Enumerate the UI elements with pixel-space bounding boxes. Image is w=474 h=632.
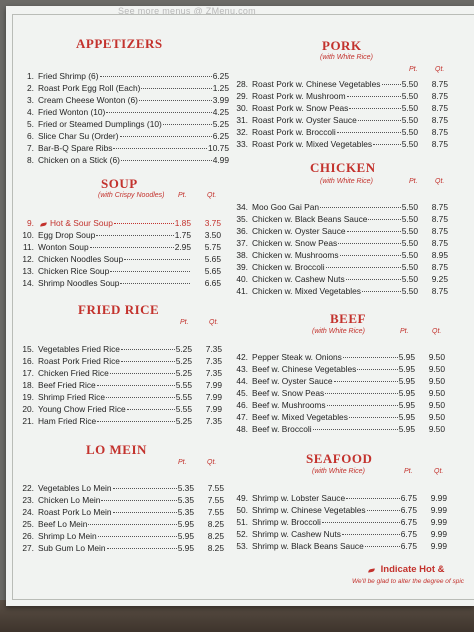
item-price-quart: 8.75 <box>431 238 448 248</box>
item-name: Chicken w. Mushrooms <box>252 250 339 260</box>
item-price-pint: 5.50 <box>401 115 418 125</box>
item-name: Fried Wonton (10) <box>38 107 106 117</box>
item-price-quart: 7.35 <box>205 344 222 354</box>
item-price: 4.25 <box>212 107 229 117</box>
menu-item: 21. Ham Fried Rice 5.25 7.35 <box>22 416 222 426</box>
item-name: Shrimp Noodles Soup <box>38 278 120 288</box>
menu-item: 19. Shrimp Fried Rice 5.55 7.99 <box>22 392 222 402</box>
menu-item: 17. Chicken Fried Rice 5.25 7.35 <box>22 368 222 378</box>
item-name: Shrimp w. Black Beans Sauce <box>252 541 364 551</box>
column-header-quart: Qt. <box>207 459 217 466</box>
menu-item: 2. Roast Pork Egg Roll (Each) 1.25 <box>27 83 229 93</box>
item-name: Chicken Fried Rice <box>38 368 109 378</box>
column-header-quart: Qt. <box>209 319 219 326</box>
column-header-pint: Pt. <box>178 459 187 466</box>
item-name: Chicken w. Oyster Sauce <box>252 226 346 236</box>
item-price-quart: 9.50 <box>428 388 445 398</box>
column-header-pint: Pt. <box>409 178 418 185</box>
item-price-pint: 5.55 <box>175 404 192 414</box>
item-price-pint: 5.35 <box>177 495 194 505</box>
item-price-quart: 8.75 <box>431 214 448 224</box>
menu-item: 49. Shrimp w. Lobster Sauce 6.75 9.99 <box>236 493 447 503</box>
section-title-lo-mein: LO MEIN <box>86 442 147 457</box>
item-price-quart: 8.75 <box>431 127 448 137</box>
column-header-quart: Qt. <box>434 468 444 475</box>
menu-item: 47. Beef w. Mixed Vegetables 5.95 9.50 <box>236 412 445 422</box>
item-price-pint: 5.95 <box>398 364 415 374</box>
item-price-pint: 1.85 <box>174 218 191 228</box>
menu-item: 14. Shrimp Noodles Soup 6.65 <box>22 278 221 288</box>
item-price-pint: 5.95 <box>398 376 415 386</box>
item-name: Beef Lo Mein <box>38 519 88 529</box>
section-title-chicken: CHICKEN <box>310 160 376 175</box>
item-price-pint: 1.75 <box>174 230 191 240</box>
section-subtitle-seafood: (with White Rice) <box>312 468 365 475</box>
item-name: Wonton Soup <box>38 242 89 252</box>
item-price-quart: 7.55 <box>207 495 224 505</box>
menu-item: 45. Beef w. Snow Peas 5.95 9.50 <box>236 388 445 398</box>
item-name: Beef w. Broccoli <box>252 424 312 434</box>
section-title-fried-rice: FRIED RICE <box>78 302 160 317</box>
item-price-pint: 5.50 <box>401 202 418 212</box>
menu-item: 24. Roast Pork Lo Mein 5.35 7.55 <box>22 507 224 517</box>
menu-item: 30. Roast Pork w. Snow Peas 5.50 8.75 <box>236 103 448 113</box>
item-price-pint: 5.95 <box>398 412 415 422</box>
menu-item: 23. Chicken Lo Mein 5.35 7.55 <box>22 495 224 505</box>
menu-item-hot: 9. Hot & Sour Soup 1.85 3.75 <box>27 218 221 228</box>
item-price-pint: 5.50 <box>401 91 418 101</box>
item-price-quart: 8.75 <box>431 79 448 89</box>
menu-item: 46. Beef w. Mushrooms 5.95 9.50 <box>236 400 445 410</box>
menu-item: 6. Slice Char Su (Order) 6.25 <box>27 131 229 141</box>
hot-pepper-icon <box>368 568 375 572</box>
section-title-pork: PORK <box>322 38 362 53</box>
item-price-quart: 7.35 <box>205 368 222 378</box>
item-price-quart: 9.25 <box>431 274 448 284</box>
item-name: Beef Fried Rice <box>38 380 96 390</box>
menu-item: 39. Chicken w. Broccoli 5.50 8.75 <box>236 262 448 272</box>
section-title-soup: SOUP <box>101 176 138 191</box>
item-price-quart: 3.50 <box>204 230 221 240</box>
item-name: Beef w. Chinese Vegetables <box>252 364 357 374</box>
item-name: Beef w. Mushrooms <box>252 400 326 410</box>
item-price-pint: 5.35 <box>177 483 194 493</box>
item-name: Chicken Rice Soup <box>38 266 110 276</box>
item-name: Pepper Steak w. Onions <box>252 352 342 362</box>
item-price-pint: 6.75 <box>400 493 417 503</box>
item-name: Roast Pork Egg Roll (Each) <box>38 83 141 93</box>
item-name: Ham Fried Rice <box>38 416 97 426</box>
menu-item: 3. Cream Cheese Wonton (6) 3.99 <box>27 95 229 105</box>
item-price-pint: 5.50 <box>401 238 418 248</box>
item-name: Chicken w. Broccoli <box>252 262 325 272</box>
item-price-quart: 8.75 <box>431 103 448 113</box>
item-price-quart: 7.55 <box>207 507 224 517</box>
item-price-quart: 9.50 <box>428 412 445 422</box>
item-price-pint: 5.25 <box>175 344 192 354</box>
item-price-pint: 5.95 <box>177 519 194 529</box>
item-price-quart: 7.35 <box>205 416 222 426</box>
item-name: Cream Cheese Wonton (6) <box>38 95 138 105</box>
item-price-pint: 2.95 <box>174 242 191 252</box>
item-name: Roast Pork w. Chinese Vegetables <box>252 79 381 89</box>
section-title-seafood: SEAFOOD <box>306 451 373 466</box>
section-subtitle-chicken: (with White Rice) <box>320 178 373 185</box>
item-name: Shrimp Lo Mein <box>38 531 97 541</box>
item-price-quart: 8.75 <box>431 226 448 236</box>
menu-item: 52. Shrimp w. Cashew Nuts 6.75 9.99 <box>236 529 447 539</box>
item-name: Fried or Steamed Dumplings (10) <box>38 119 162 129</box>
item-price-pint: 5.25 <box>175 416 192 426</box>
item-price-pint: 5.50 <box>401 103 418 113</box>
item-name: Vegetables Fried Rice <box>38 344 120 354</box>
item-price-pint: 6.75 <box>400 517 417 527</box>
spice-note: We'll be glad to alter the degree of spic <box>352 578 465 585</box>
item-price: 3.99 <box>212 95 229 105</box>
item-name: Chicken w. Cashew Nuts <box>252 274 345 284</box>
item-price-quart: 9.99 <box>430 505 447 515</box>
item-price-quart: 8.75 <box>431 262 448 272</box>
item-price: 10.75 <box>208 143 229 153</box>
item-name: Shrimp w. Chinese Vegetables <box>252 505 366 515</box>
menu-item: 33. Roast Pork w. Mixed Vegetables 5.50 8.75 <box>236 139 448 149</box>
item-price-pint: 5.95 <box>398 424 415 434</box>
item-name: Roast Pork w. Mixed Vegetables <box>252 139 373 149</box>
column-header-pint: Pt. <box>409 66 418 73</box>
item-price-pint: 5.50 <box>401 262 418 272</box>
item-price-quart: 8.75 <box>431 286 448 296</box>
section-title-appetizers: APPETIZERS <box>76 36 163 51</box>
section-subtitle-soup: (with Crispy Noodles) <box>98 192 165 199</box>
column-header-quart: Qt. <box>207 192 217 199</box>
column-header-quart: Qt. <box>435 66 445 73</box>
menu-item: 48. Beef w. Broccoli 5.95 9.50 <box>236 424 445 434</box>
column-header-quart: Qt. <box>432 328 442 335</box>
item-name: Chicken Noodles Soup <box>38 254 124 264</box>
menu-item: 43. Beef w. Chinese Vegetables 5.95 9.50 <box>236 364 445 374</box>
item-name: Roast Pork Lo Mein <box>38 507 112 517</box>
menu-item: 28. Roast Pork w. Chinese Vegetables 5.50 8.75 <box>236 79 448 89</box>
menu-item: 50. Shrimp w. Chinese Vegetables 6.75 9.99 <box>236 505 447 515</box>
menu-item: 5. Fried or Steamed Dumplings (10) 5.25 <box>27 119 229 129</box>
item-price-quart: 9.50 <box>428 352 445 362</box>
menu-item: 36. Chicken w. Oyster Sauce 5.50 8.75 <box>236 226 448 236</box>
menu-item: 10. Egg Drop Soup 1.75 3.50 <box>22 230 221 240</box>
menu-item: 11. Wonton Soup 2.95 5.75 <box>22 242 221 252</box>
column-header-pint: Pt. <box>404 468 413 475</box>
menu-item: 53. Shrimp w. Black Beans Sauce 6.75 9.99 <box>236 541 447 551</box>
column-header-pint: Pt. <box>180 319 189 326</box>
item-price-pint: 5.50 <box>401 226 418 236</box>
menu-item: 13. Chicken Rice Soup 5.65 <box>22 266 221 276</box>
item-price-pint: 5.50 <box>401 127 418 137</box>
menu-item: 26. Shrimp Lo Mein 5.95 8.25 <box>22 531 224 541</box>
item-price-pint: 6.75 <box>400 529 417 539</box>
item-price-quart: 9.50 <box>428 424 445 434</box>
item-price-quart: 8.75 <box>431 139 448 149</box>
item-price-quart: 9.50 <box>428 376 445 386</box>
item-name: Sub Gum Lo Mein <box>38 543 106 553</box>
item-price-pint: 6.75 <box>400 541 417 551</box>
item-price-quart: 9.99 <box>430 541 447 551</box>
item-price-quart: 9.50 <box>428 400 445 410</box>
item-name: Shrimp w. Cashew Nuts <box>252 529 341 539</box>
item-name: Vegetables Lo Mein <box>38 483 112 493</box>
menu-item: 34. Moo Goo Gai Pan 5.50 8.75 <box>236 202 448 212</box>
menu-item: 8. Chicken on a Stick (6) 4.99 <box>27 155 229 165</box>
column-header-quart: Qt. <box>435 178 445 185</box>
item-price-quart: 8.25 <box>207 543 224 553</box>
menu-item: 38. Chicken w. Mushrooms 5.50 8.95 <box>236 250 448 260</box>
item-name: Roast Pork w. Oyster Sauce <box>252 115 357 125</box>
menu-item: 51. Shrimp w. Broccoli 6.75 9.99 <box>236 517 447 527</box>
item-name: Roast Pork w. Mushroom <box>252 91 346 101</box>
menu-item: 20. Young Chow Fried Rice 5.55 7.99 <box>22 404 222 414</box>
item-price-quart: 5.65 <box>204 254 221 264</box>
item-price-pint: 5.95 <box>177 531 194 541</box>
item-price: 6.25 <box>212 131 229 141</box>
column-header-pint: Pt. <box>400 328 409 335</box>
item-price: 6.25 <box>212 71 229 81</box>
menu-item: 1. Fried Shrimp (6) 6.25 <box>27 71 229 81</box>
item-price-quart: 9.99 <box>430 493 447 503</box>
menu-item: 31. Roast Pork w. Oyster Sauce 5.50 8.75 <box>236 115 448 125</box>
item-name: Chicken w. Mixed Vegetables <box>252 286 361 296</box>
item-price-pint: 5.50 <box>401 139 418 149</box>
menu-item: 29. Roast Pork w. Mushroom 5.50 8.75 <box>236 91 448 101</box>
menu-item: 27. Sub Gum Lo Mein 5.95 8.25 <box>22 543 224 553</box>
item-price-pint: 5.50 <box>401 250 418 260</box>
section-title-beef: BEEF <box>330 311 366 326</box>
menu-item: 12. Chicken Noodles Soup 5.65 <box>22 254 221 264</box>
menu-item: 40. Chicken w. Cashew Nuts 5.50 9.25 <box>236 274 448 284</box>
item-name: Slice Char Su (Order) <box>38 131 119 141</box>
item-price-quart: 8.25 <box>207 519 224 529</box>
item-price-pint: 5.55 <box>175 392 192 402</box>
item-name: Hot & Sour Soup <box>50 218 113 228</box>
item-price-pint: 5.95 <box>398 388 415 398</box>
item-name: Roast Pork Fried Rice <box>38 356 120 366</box>
item-name: Roast Pork w. Broccoli <box>252 127 336 137</box>
item-price-quart: 7.99 <box>205 404 222 414</box>
item-price-quart: 8.75 <box>431 115 448 125</box>
item-price-quart: 9.50 <box>428 364 445 374</box>
item-price-quart: 5.65 <box>204 266 221 276</box>
item-name: Chicken w. Black Beans Sauce <box>252 214 368 224</box>
hot-pepper-icon <box>40 222 47 226</box>
section-subtitle-pork: (with White Rice) <box>320 54 373 61</box>
item-price-quart: 9.99 <box>430 517 447 527</box>
hot-legend: Indicate Hot & <box>366 564 445 575</box>
menu-item: 44. Beef w. Oyster Sauce 5.95 9.50 <box>236 376 445 386</box>
item-name: Shrimp w. Lobster Sauce <box>252 493 346 503</box>
menu-item: 32. Roast Pork w. Broccoli 5.50 8.75 <box>236 127 448 137</box>
item-price-quart: 8.25 <box>207 531 224 541</box>
item-price-quart: 3.75 <box>204 218 221 228</box>
item-name: Beef w. Oyster Sauce <box>252 376 333 386</box>
item-price-pint: 5.95 <box>398 352 415 362</box>
column-header-pint: Pt. <box>178 192 187 199</box>
item-price-quart: 7.99 <box>205 392 222 402</box>
item-name: Moo Goo Gai Pan <box>252 202 320 212</box>
item-price: 4.99 <box>212 155 229 165</box>
item-name: Chicken Lo Mein <box>38 495 101 505</box>
item-price-pint: 5.50 <box>401 214 418 224</box>
item-name: Young Chow Fried Rice <box>38 404 126 414</box>
item-name: Beef w. Snow Peas <box>252 388 325 398</box>
item-price-quart: 8.75 <box>431 91 448 101</box>
menu-item: 15. Vegetables Fried Rice 5.25 7.35 <box>22 344 222 354</box>
item-price: 5.25 <box>212 119 229 129</box>
item-price-pint: 5.95 <box>177 543 194 553</box>
item-name: Fried Shrimp (6) <box>38 71 99 81</box>
item-name: Chicken on a Stick (6) <box>38 155 120 165</box>
item-name: Roast Pork w. Snow Peas <box>252 103 349 113</box>
item-name: Shrimp w. Broccoli <box>252 517 321 527</box>
item-price-pint: 5.50 <box>401 79 418 89</box>
menu-item: 25. Beef Lo Mein 5.95 8.25 <box>22 519 224 529</box>
watermark: See more menus @ ZMenu.com <box>118 6 256 16</box>
item-price-quart: 7.99 <box>205 380 222 390</box>
item-name: Bar-B-Q Spare Ribs <box>38 143 113 153</box>
menu-item: 41. Chicken w. Mixed Vegetables 5.50 8.75 <box>236 286 448 296</box>
item-price-pint: 6.75 <box>400 505 417 515</box>
item-name: Chicken w. Snow Peas <box>252 238 338 248</box>
menu-item: 4. Fried Wonton (10) 4.25 <box>27 107 229 117</box>
menu-item: 7. Bar-B-Q Spare Ribs 10.75 <box>27 143 229 153</box>
item-price-pint: 5.95 <box>398 400 415 410</box>
item-price-quart: 8.75 <box>431 202 448 212</box>
item-price: 1.25 <box>212 83 229 93</box>
menu-item: 22. Vegetables Lo Mein 5.35 7.55 <box>22 483 224 493</box>
item-price-quart: 8.95 <box>431 250 448 260</box>
item-price-quart: 7.35 <box>205 356 222 366</box>
menu-page <box>6 6 474 606</box>
item-price-pint: 5.55 <box>175 380 192 390</box>
section-subtitle-beef: (with White Rice) <box>312 328 365 335</box>
item-price-pint: 5.25 <box>175 368 192 378</box>
item-price-quart: 9.99 <box>430 529 447 539</box>
item-price-pint: 5.50 <box>401 274 418 284</box>
menu-item: 37. Chicken w. Snow Peas 5.50 8.75 <box>236 238 448 248</box>
menu-item: 42. Pepper Steak w. Onions 5.95 9.50 <box>236 352 445 362</box>
item-name: Shrimp Fried Rice <box>38 392 106 402</box>
item-price-quart: 6.65 <box>204 278 221 288</box>
item-price-pint: 5.25 <box>175 356 192 366</box>
item-name: Beef w. Mixed Vegetables <box>252 412 348 422</box>
menu-item: 16. Roast Pork Fried Rice 5.25 7.35 <box>22 356 222 366</box>
item-price-quart: 5.75 <box>204 242 221 252</box>
item-price-quart: 7.55 <box>207 483 224 493</box>
item-price-pint: 5.50 <box>401 286 418 296</box>
item-name: Egg Drop Soup <box>38 230 96 240</box>
item-price-pint: 5.35 <box>177 507 194 517</box>
menu-item: 35. Chicken w. Black Beans Sauce 5.50 8.75 <box>236 214 448 224</box>
menu-item: 18. Beef Fried Rice 5.55 7.99 <box>22 380 222 390</box>
